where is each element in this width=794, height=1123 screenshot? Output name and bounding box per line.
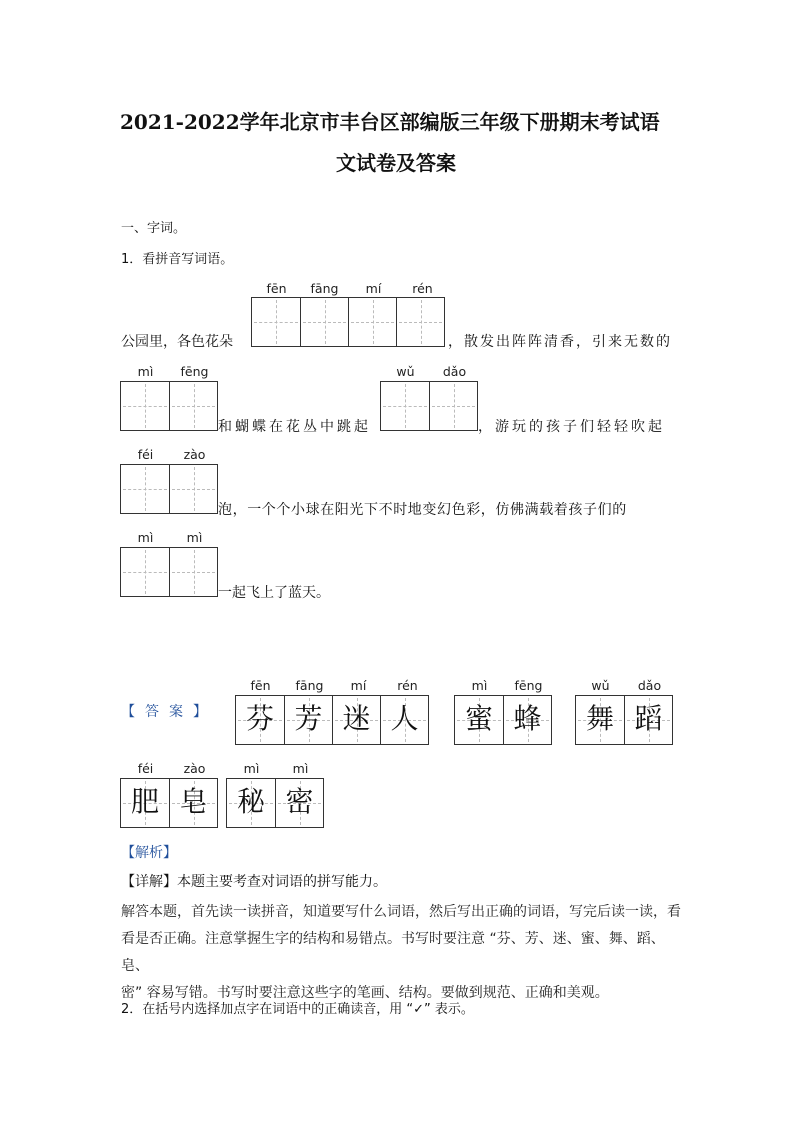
writing-cell[interactable] (169, 548, 217, 596)
writing-cell[interactable] (169, 465, 217, 513)
answer-grid-4 (120, 778, 218, 828)
pinyin-label: mì (243, 761, 260, 776)
writing-cell[interactable] (121, 548, 169, 596)
writing-cell[interactable] (300, 298, 348, 346)
pinyin-label: wǔ (591, 678, 610, 693)
sentence-part-c: 和蝴蝶在花丛中跳起 (218, 419, 371, 435)
sentence-part-b: ，散发出阵阵清香，引来无数的 (448, 334, 672, 350)
answer-tag: 【答案】 (121, 704, 217, 720)
analysis-paragraph (121, 899, 681, 1007)
writing-cell[interactable] (169, 382, 217, 430)
detail-line (121, 872, 387, 892)
detail-tag: 【详解】 (121, 874, 177, 890)
answer-cell (169, 779, 217, 827)
sentence-part-f: 一起飞上了蓝天。 (218, 585, 330, 601)
writing-grid-3[interactable] (380, 381, 478, 431)
detail-text: 本题主要考查对词语的拼写能力。 (177, 874, 387, 890)
pinyin-label: rén (412, 281, 433, 296)
answer-cell (455, 696, 503, 744)
pinyin-label: rén (397, 678, 418, 693)
pinyin-label: mì (471, 678, 488, 693)
pinyin-label: féi (137, 761, 154, 776)
answer-char: 蹈 (634, 702, 663, 735)
answer-cell (284, 696, 332, 744)
pinyin-label: fēn (266, 281, 287, 296)
analysis-line: 密” 容易写错。书写时要注意这些字的笔画、结构。要做到规范、正确和美观。 (121, 985, 609, 1001)
answer-char: 肥 (130, 785, 159, 818)
pinyin-label: mì (292, 761, 309, 776)
writing-cell[interactable] (348, 298, 396, 346)
pinyin-label: fēn (250, 678, 271, 693)
pinyin-label: mì (186, 530, 203, 545)
writing-cell[interactable] (121, 382, 169, 430)
pinyin-label: mí (365, 281, 382, 296)
page-title-line2: 文试卷及答案 (336, 151, 456, 175)
pinyin-label: mì (137, 530, 154, 545)
answer-cell (275, 779, 323, 827)
answer-grid-1 (235, 695, 429, 745)
answer-grid-2 (454, 695, 552, 745)
answer-char: 芬 (245, 702, 274, 735)
writing-cell[interactable] (381, 382, 429, 430)
answer-char: 舞 (585, 702, 614, 735)
section-heading: 一、字词。 (121, 221, 187, 236)
answer-char: 蜜 (464, 702, 493, 735)
pinyin-label: dǎo (637, 678, 662, 693)
writing-cell[interactable] (396, 298, 444, 346)
pinyin-label: fāng (295, 678, 324, 693)
answer-cell (227, 779, 275, 827)
writing-grid-5[interactable] (120, 547, 218, 597)
answer-cell (380, 696, 428, 744)
sentence-part-a: 公园里，各色花朵 (121, 334, 233, 350)
answer-char: 芳 (294, 702, 323, 735)
analysis-line: 解答本题，首先读一读拼音，知道要写什么词语，然后写出正确的词语，写完后读一读，看 (121, 904, 681, 920)
answer-grid-5 (226, 778, 324, 828)
answer-cell (503, 696, 551, 744)
writing-grid-2[interactable] (120, 381, 218, 431)
question-2-stem: 2．在括号内选择加点字在词语中的正确读音，用 “✓” 表示。 (121, 1002, 474, 1017)
pinyin-label: wǔ (396, 364, 415, 379)
answer-char: 蜂 (513, 702, 542, 735)
answer-cell (236, 696, 284, 744)
answer-grid-3 (575, 695, 673, 745)
writing-cell[interactable] (429, 382, 477, 430)
writing-cell[interactable] (252, 298, 300, 346)
analysis-tag: 【解析】 (121, 845, 177, 861)
pinyin-label: zào (183, 447, 206, 462)
sentence-part-e: 泡，一个个小球在阳光下不时地变幻色彩，仿佛满载着孩子们的 (218, 502, 627, 518)
answer-char: 秘 (236, 785, 265, 818)
answer-cell (576, 696, 624, 744)
analysis-line: 看是否正确。注意掌握生字的结构和易错点。书写时要注意 “芬、芳、迷、蜜、舞、蹈、皂、 (121, 931, 665, 974)
pinyin-label: zào (183, 761, 206, 776)
pinyin-label: mí (350, 678, 367, 693)
pinyin-label: dǎo (442, 364, 467, 379)
writing-cell[interactable] (121, 465, 169, 513)
answer-cell (332, 696, 380, 744)
answer-char: 皂 (179, 785, 208, 818)
pinyin-label: fāng (310, 281, 339, 296)
answer-cell (121, 779, 169, 827)
pinyin-label: fēng (180, 364, 209, 379)
pinyin-label: fēng (514, 678, 543, 693)
pinyin-label: mì (137, 364, 154, 379)
sentence-part-d: ，游玩的孩子们轻轻吹起 (478, 419, 665, 435)
answer-cell (624, 696, 672, 744)
question-1-stem: 1．看拼音写词语。 (121, 252, 234, 267)
writing-grid-1[interactable] (251, 297, 445, 347)
answer-char: 迷 (342, 702, 371, 735)
writing-grid-4[interactable] (120, 464, 218, 514)
pinyin-label: féi (137, 447, 154, 462)
answer-char: 密 (285, 785, 314, 818)
answer-char: 人 (390, 702, 419, 735)
page-title-line1: 2021-2022学年北京市丰台区部编版三年级下册期末考试语 (120, 110, 660, 134)
